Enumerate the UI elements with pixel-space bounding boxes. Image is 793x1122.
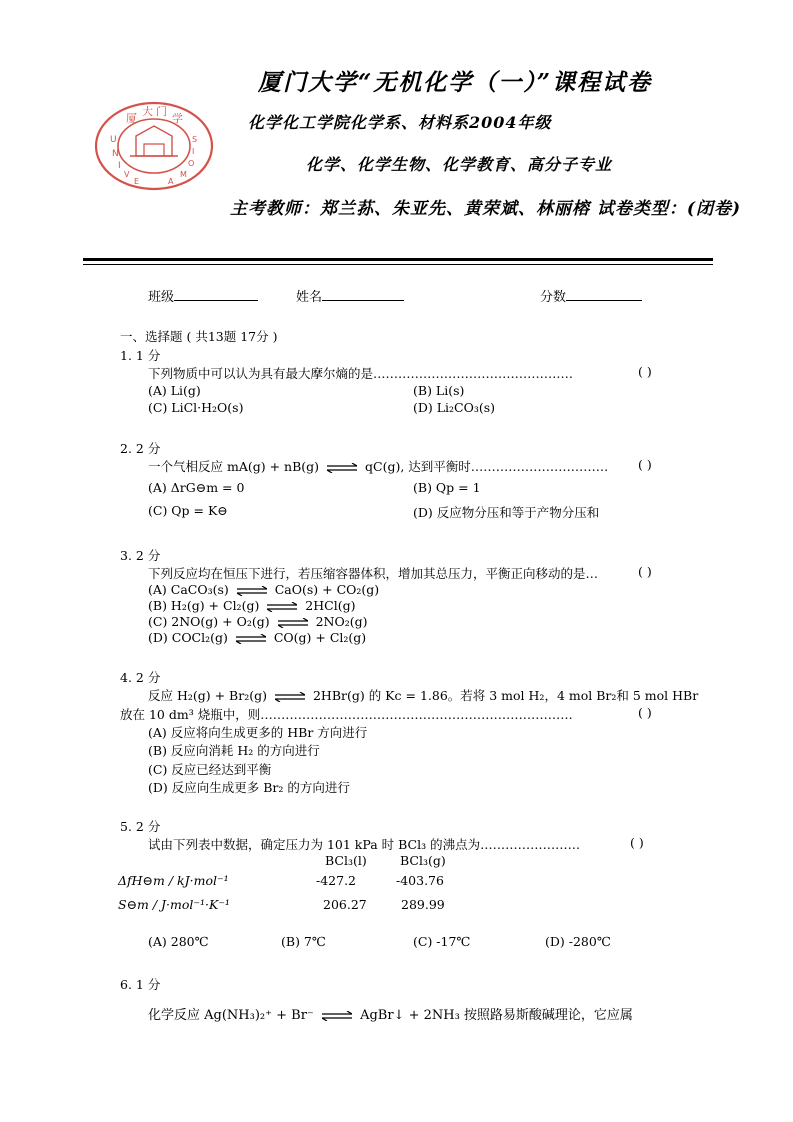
q3-option-a bbox=[148, 582, 379, 597]
q5-table-col1: BCl₃(l) bbox=[325, 853, 367, 868]
svg-text:I: I bbox=[118, 161, 121, 171]
equilibrium-arrow bbox=[322, 1011, 352, 1021]
q5-stem: 试由下列表中数据，确定压力为 101 kPa 时 BCl₃ 的沸点为…………………… bbox=[148, 837, 581, 852]
svg-text:E: E bbox=[134, 177, 140, 186]
q3-stem: 下列反应均在恒压下进行，若压缩容器体积，增加其总压力，平衡正向移动的是… bbox=[148, 566, 599, 581]
q2-answer-paren[interactable]: ( ) bbox=[638, 457, 652, 472]
q4-stem-line2: 放在 10 dm³ 烧瓶中，则………………………………………………………………… bbox=[120, 707, 573, 722]
q1-option-a: (A) Li(g) bbox=[148, 383, 201, 398]
q3-c-left: (C) 2NO(g) + O₂(g) bbox=[148, 614, 270, 629]
class-field[interactable] bbox=[148, 286, 258, 305]
q2-number: 2. 2 分 bbox=[120, 441, 161, 456]
svg-text:N: N bbox=[112, 149, 119, 159]
q5-row1-label: ΔfH⊖m / kJ·mol⁻¹ bbox=[118, 873, 229, 888]
q3-option-c bbox=[148, 614, 368, 629]
q2-option-c: (C) Qp = K⊖ bbox=[148, 503, 228, 518]
q4-answer-paren[interactable]: ( ) bbox=[638, 705, 652, 720]
q3-answer-paren[interactable]: ( ) bbox=[638, 564, 652, 579]
q1-stem: 下列物质中可以认为具有最大摩尔熵的是………………………………………… bbox=[148, 366, 574, 381]
equilibrium-arrow bbox=[236, 634, 266, 644]
q3-b-left: (B) H₂(g) + Cl₂(g) bbox=[148, 598, 260, 613]
university-seal bbox=[92, 100, 216, 192]
q3-c-right: 2NO₂(g) bbox=[315, 614, 368, 629]
svg-text:U: U bbox=[110, 135, 117, 145]
svg-text:门: 门 bbox=[156, 105, 167, 118]
svg-text:S: S bbox=[192, 135, 198, 144]
q2-stem-post: qC(g), 达到平衡时…………………………… bbox=[365, 459, 609, 474]
q4-number: 4. 2 分 bbox=[120, 670, 161, 685]
equilibrium-arrow bbox=[327, 463, 357, 473]
q5-answer-paren[interactable]: ( ) bbox=[630, 835, 644, 850]
q2-option-a: (A) ΔrG⊖m = 0 bbox=[148, 480, 245, 495]
q1-answer-paren[interactable]: ( ) bbox=[638, 364, 652, 379]
q5-option-b: (B) 7℃ bbox=[281, 934, 326, 949]
q6-number: 6. 1 分 bbox=[120, 977, 161, 992]
svg-text:大: 大 bbox=[142, 105, 153, 118]
q4-stem bbox=[148, 686, 698, 704]
q2-stem-pre: 一个气相反应 mA(g) + nB(g) bbox=[148, 459, 320, 474]
q2-option-b: (B) Qp = 1 bbox=[413, 480, 481, 495]
class-label: 班级 bbox=[148, 290, 175, 305]
svg-text:M: M bbox=[180, 170, 187, 179]
equilibrium-arrow bbox=[267, 602, 297, 612]
name-field[interactable] bbox=[296, 286, 404, 305]
q3-a-left: (A) CaCO₃(s) bbox=[148, 582, 229, 597]
q5-row2-v2: 289.99 bbox=[401, 897, 445, 912]
score-field[interactable] bbox=[540, 286, 642, 305]
q1-option-d: (D) Li₂CO₃(s) bbox=[413, 400, 496, 415]
divider-thin bbox=[83, 264, 713, 265]
q2-stem bbox=[148, 457, 608, 475]
svg-text:V: V bbox=[124, 170, 130, 179]
svg-text:学: 学 bbox=[172, 112, 183, 125]
q1-option-c: (C) LiCl·H₂O(s) bbox=[148, 400, 244, 415]
name-label: 姓名 bbox=[296, 290, 323, 305]
q1-option-b: (B) Li(s) bbox=[413, 383, 465, 398]
q3-d-left: (D) COCl₂(g) bbox=[148, 630, 228, 645]
header-line-3: 主考教师：郑兰荪、朱亚先、黄荣斌、林丽榕 试卷类型：(闭卷) bbox=[230, 199, 742, 219]
q5-row1-v1: -427.2 bbox=[316, 873, 357, 888]
q5-table-col2: BCl₃(g) bbox=[400, 853, 446, 868]
q3-number: 3. 2 分 bbox=[120, 548, 161, 563]
q3-a-right: CaO(s) + CO₂(g) bbox=[274, 582, 380, 597]
q3-d-right: CO(g) + Cl₂(g) bbox=[273, 630, 367, 645]
q6-stem-pre: 化学反应 Ag(NH₃)₂⁺ + Br⁻ bbox=[148, 1008, 314, 1023]
q4-option-a: (A) 反应将向生成更多的 HBr 方向进行 bbox=[148, 725, 368, 740]
header-line-2: 化学、化学生物、化学教育、高分子专业 bbox=[306, 155, 613, 174]
score-label: 分数 bbox=[540, 290, 567, 305]
q4-option-d: (D) 反应向生成更多 Br₂ 的方向进行 bbox=[148, 780, 350, 795]
q6-stem-post: AgBr↓ + 2NH₃ 按照路易斯酸碱理论，它应属 bbox=[360, 1008, 633, 1023]
q5-row2-label: S⊖m / J·mol⁻¹·K⁻¹ bbox=[118, 897, 230, 912]
section-heading: 一、选择题 ( 共13题 17分 ) bbox=[120, 329, 278, 344]
q4-option-c: (C) 反应已经达到平衡 bbox=[148, 762, 272, 777]
q2-option-d: (D) 反应物分压和等于产物分压和 bbox=[413, 505, 600, 520]
q1-number: 1. 1 分 bbox=[120, 348, 161, 363]
equilibrium-arrow bbox=[275, 692, 305, 702]
divider-thick bbox=[83, 258, 713, 261]
q4-stem-pre: 反应 H₂(g) + Br₂(g) bbox=[148, 688, 267, 703]
q5-option-a: (A) 280℃ bbox=[148, 934, 209, 949]
equilibrium-arrow bbox=[237, 586, 267, 596]
exam-title: 厦门大学“无机化学（一）”课程试卷 bbox=[258, 69, 652, 96]
q4-option-b: (B) 反应向消耗 H₂ 的方向进行 bbox=[148, 743, 320, 758]
svg-text:A: A bbox=[168, 177, 174, 186]
q6-stem bbox=[148, 1004, 633, 1023]
q3-b-right: 2HCl(g) bbox=[305, 598, 356, 613]
header-line-1: 化学化工学院化学系、材料系2004年级 bbox=[248, 113, 552, 132]
q5-number: 5. 2 分 bbox=[120, 819, 161, 834]
q4-stem-post: 2HBr(g) 的 Kc = 1.86。若将 3 mol H₂，4 mol Br₂和 5 mol HBr bbox=[312, 688, 699, 703]
q5-row1-v2: -403.76 bbox=[396, 873, 444, 888]
q5-option-c: (C) -17℃ bbox=[413, 934, 471, 949]
q5-option-d: (D) -280℃ bbox=[545, 934, 611, 949]
svg-text:I: I bbox=[192, 147, 195, 156]
q3-option-d bbox=[148, 630, 366, 645]
svg-text:厦: 厦 bbox=[126, 112, 137, 125]
q3-option-b bbox=[148, 598, 355, 613]
q5-row2-v1: 206.27 bbox=[323, 897, 367, 912]
equilibrium-arrow bbox=[278, 618, 308, 628]
svg-text:O: O bbox=[188, 159, 195, 168]
